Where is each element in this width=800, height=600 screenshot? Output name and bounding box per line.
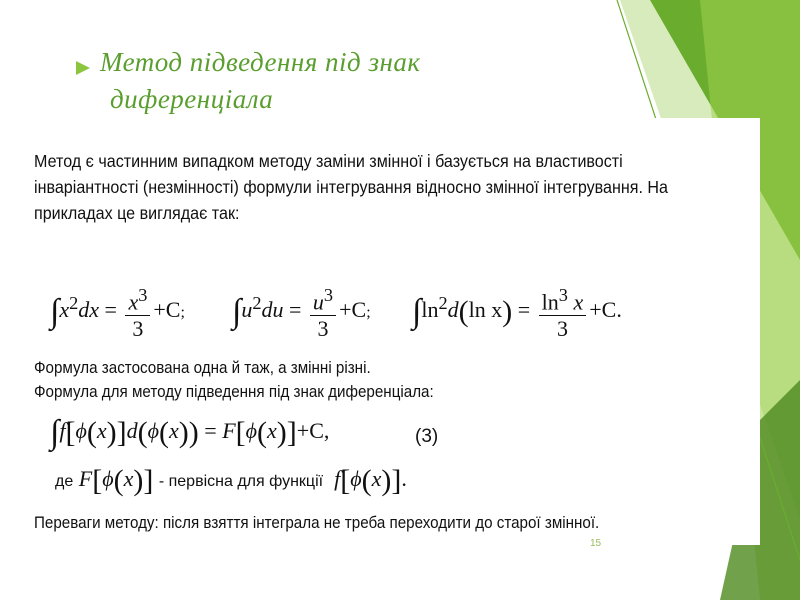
title-bullet-icon — [76, 61, 90, 75]
title-line-1: Метод підведення під знак — [100, 47, 421, 77]
main-formula: ∫f[ϕ(x)]d(ϕ(x)) = F[ϕ(x)]+C, — [50, 414, 330, 451]
title-line-2: диференціала — [110, 84, 274, 114]
same-formula-text: Формула застосована одна й таж, а змінні різні. — [34, 359, 371, 377]
example-formula-2: $\int u^2du$ = $\frac{u^3}{3}$ +C; — [232, 282, 371, 342]
formula-label: (3) — [415, 426, 439, 447]
where-line: де F[ϕ(x)] - первісна для функції f[ϕ(x)]. — [55, 464, 407, 497]
slide-title — [100, 44, 570, 118]
example-formula-1: $\int x^2dx$ = $\frac{x^3}{3}$ +C; — [50, 282, 185, 342]
example-formula-3: $\int\ln^2d(\ln$ x) = $\frac{\ln^3 x}{3}$ +C. — [412, 282, 622, 342]
method-formula-text: Формула для методу підведення під знак диференціала: — [34, 383, 434, 401]
slide-number: 15 — [590, 538, 602, 549]
intro-paragraph: Метод є частинним випадком методу заміни змінної і базується на властивості інваріантності (незмінності) формули інтегрування відносно змінної інтегрування. На прикладах це виглядає так: — [34, 151, 669, 223]
advantages-text: Переваги методу: після взяття інтеграла не треба переходити до старої змінної. — [34, 514, 600, 532]
